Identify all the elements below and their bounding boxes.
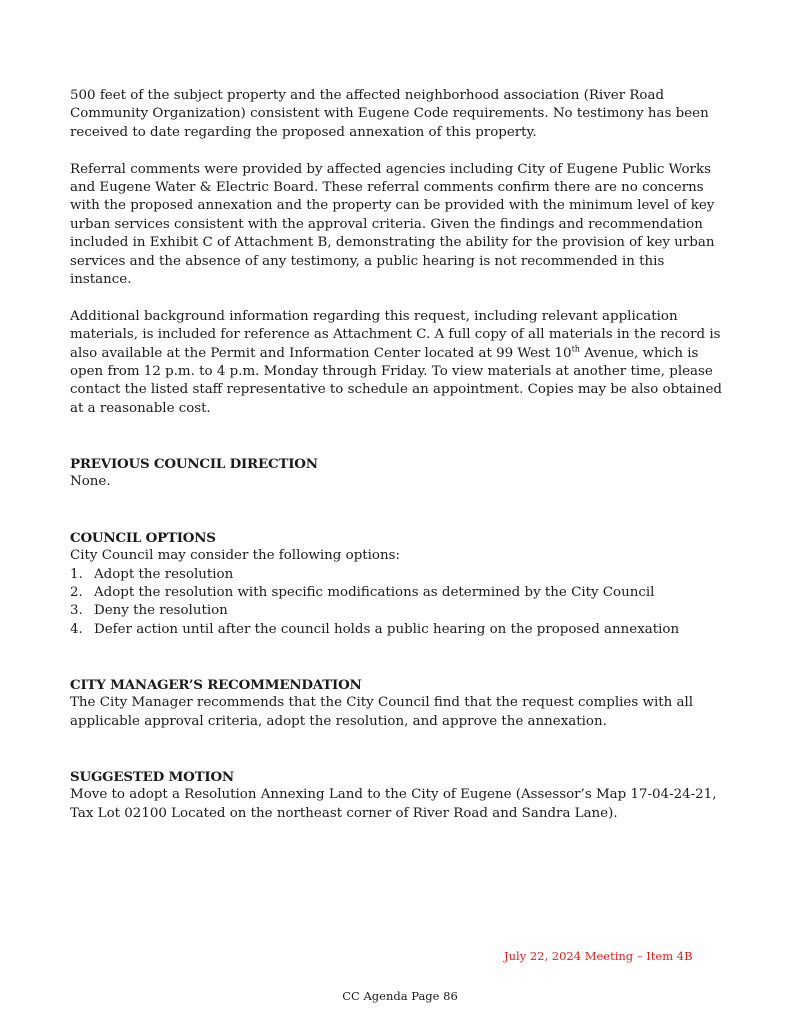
- page-number: CC Agenda Page 86: [342, 989, 458, 1003]
- council-options-list: [70, 566, 730, 640]
- list-item-text: Adopt the resolution with specific modifications as determined by the City Council: [94, 584, 655, 600]
- council-options-intro: City Council may consider the following options:: [70, 548, 400, 564]
- list-item-text: Adopt the resolution: [94, 566, 234, 582]
- motion-text: Move to adopt a Resolution Annexing Land to the City of Eugene (Assessor’s Map 17-04-24-21, Tax Lot 02100 Located on the northeast corner of River Road and Sandra Lane).: [70, 787, 717, 821]
- paragraph-notice: 500 feet of the subject property and the affected neighborhood association (River Road Community Organization) consistent with Eugene Code requirements. No testimony has been received to date regarding the proposed annexation of this property.: [70, 88, 709, 140]
- list-item-text: Defer action until after the council holds a public hearing on the proposed annexation: [94, 621, 680, 637]
- document-body: [70, 87, 730, 823]
- list-item: [70, 602, 730, 620]
- list-item: [70, 621, 730, 639]
- section-previous-direction: [70, 455, 730, 492]
- previous-direction-text: None.: [70, 474, 111, 490]
- list-item: [70, 566, 730, 584]
- meeting-label: July 22, 2024 Meeting – Item 4B: [504, 949, 693, 963]
- section-recommendation: [70, 676, 730, 731]
- paragraph-background-part1: Additional background information regarding this request, including relevant application materials, is included for reference as Attachment C. A full copy of all materials in the record is also available at the Permit and Information Center located at 99 West 10: [70, 308, 721, 361]
- list-item-number: 4.: [70, 621, 83, 637]
- motion-heading: SUGGESTED MOTION: [70, 768, 234, 785]
- paragraph-background: [70, 308, 730, 418]
- section-council-options: [70, 529, 730, 639]
- ordinal-suffix: th: [571, 344, 580, 354]
- list-item-number: 1.: [70, 566, 83, 582]
- recommendation-text: The City Manager recommends that the City Council find that the request complies with all applicable approval criteria, adopt the resolution, and approve the annexation.: [70, 695, 694, 729]
- paragraph-background-part2: Avenue, which is open from 12 p.m. to 4 p.m. Monday through Friday. To view materials at another time, please contact the listed staff representative to schedule an appointment. Copies may be also obtained at a reasonable cost.: [70, 345, 722, 416]
- council-options-heading: COUNCIL OPTIONS: [70, 529, 216, 546]
- paragraph-referral: Referral comments were provided by affected agencies including City of Eugene Public Works and Eugene Water & Electric Board. These referral comments confirm there are no concerns with the proposed annexation and the property can be provided with the minimum level of key urban services consistent with the approval criteria. Given the findings and recommendation included in Exhibit C of Attachment B, demonstrating the ability for the provision of key urban services and the absence of any testimony, a public hearing is not recommended in this instance.: [70, 161, 715, 288]
- section-suggested-motion: [70, 768, 730, 823]
- list-item-number: 2.: [70, 584, 83, 600]
- recommendation-heading: CITY MANAGER’S RECOMMENDATION: [70, 676, 362, 693]
- previous-direction-heading: PREVIOUS COUNCIL DIRECTION: [70, 456, 318, 473]
- list-item: [70, 584, 730, 602]
- list-item-text: Deny the resolution: [94, 603, 228, 619]
- list-item-number: 3.: [70, 603, 83, 619]
